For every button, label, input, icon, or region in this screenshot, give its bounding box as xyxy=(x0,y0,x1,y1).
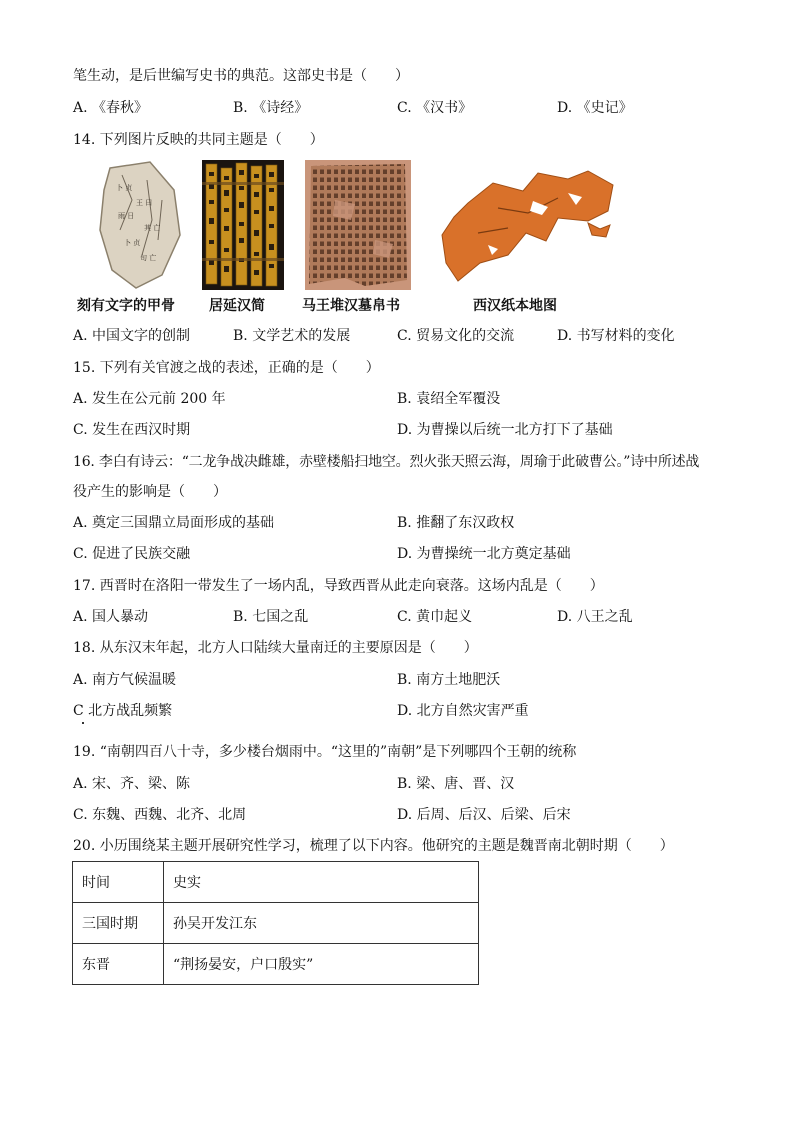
q14-option-b: B. 文学艺术的发展 xyxy=(233,328,351,344)
q16-stem-line2: 役产生的影响是（ ） xyxy=(73,484,227,500)
caption-silk-manuscript: 马王堆汉墓帛书 xyxy=(302,298,400,314)
table-cell-fact: 孙吴开发江东 xyxy=(164,903,479,944)
q17-option-b: B. 七国之乱 xyxy=(233,609,309,625)
oracle-bone-image xyxy=(92,160,187,290)
q13-option-b: B. 《诗经》 xyxy=(233,100,309,116)
caption-bamboo-slips: 居延汉简 xyxy=(209,298,265,314)
q18-option-b: B. 南方土地肥沃 xyxy=(397,672,501,688)
q13-stem: 笔生动，是后世编写史书的典范。这部史书是（ ） xyxy=(73,68,409,84)
table-row xyxy=(73,903,479,944)
q17-stem: 17. 西晋时在洛阳一带发生了一场内乱，导致西晋从此走向衰落。这场内乱是（ ） xyxy=(73,578,604,594)
q13-option-c: C. 《汉书》 xyxy=(397,100,473,116)
q15-stem: 15. 下列有关官渡之战的表述，正确的是（ ） xyxy=(73,360,380,376)
svg-text:雨 日: 雨 日 xyxy=(118,212,135,220)
q19-option-a: A. 宋、齐、梁、陈 xyxy=(73,776,191,792)
q15-option-b: B. 袁绍全军覆没 xyxy=(397,391,501,407)
q16-option-a: A. 奠定三国鼎立局面形成的基础 xyxy=(73,515,275,531)
q13-option-d: D. 《史记》 xyxy=(557,100,633,116)
table-cell-period: 东晋 xyxy=(73,944,164,985)
svg-text:卜 贞: 卜 贞 xyxy=(124,239,141,247)
q14-stem: 14. 下列图片反映的共同主题是（ ） xyxy=(73,132,324,148)
q14-option-a: A. 中国文字的创制 xyxy=(73,328,191,344)
stray-dot xyxy=(82,722,84,724)
table-row xyxy=(73,862,479,903)
table-header-time: 时间 xyxy=(73,862,164,903)
q17-option-a: A. 国人暴动 xyxy=(73,609,149,625)
table-cell-period: 三国时期 xyxy=(73,903,164,944)
q18-option-c: C 北方战乱频繁 xyxy=(73,703,173,719)
q17-option-c: C. 黄巾起义 xyxy=(397,609,473,625)
table-row xyxy=(73,944,479,985)
caption-paper-map: 西汉纸本地图 xyxy=(473,298,557,314)
svg-text:卜 贞: 卜 贞 xyxy=(116,184,133,192)
table-header-facts: 史实 xyxy=(164,862,479,903)
svg-text:旬 亡: 旬 亡 xyxy=(140,254,157,262)
silk-manuscript-image xyxy=(305,160,411,290)
q19-option-c: C. 东魏、西魏、北齐、北周 xyxy=(73,807,247,823)
q19-stem: 19. “南朝四百八十寺，多少楼台烟雨中。“这里的”南朝”是下列哪四个王朝的统称 xyxy=(73,744,577,760)
q20-table xyxy=(72,861,479,985)
q16-option-b: B. 推翻了东汉政权 xyxy=(397,515,515,531)
q16-option-c: C. 促进了民族交融 xyxy=(73,546,191,562)
q18-option-a: A. 南方气候温暖 xyxy=(73,672,177,688)
q15-option-c: C. 发生在西汉时期 xyxy=(73,422,191,438)
q17-option-d: D. 八王之乱 xyxy=(557,609,633,625)
q16-stem-line1: 16. 李白有诗云：“二龙争战决雌雄，赤壁楼船扫地空。烈火张天照云海，周瑜于此破曹公。”诗中所述战 xyxy=(73,454,700,470)
q20-stem: 20. 小历围绕某主题开展研究性学习，梳理了以下内容。他研究的主题是魏晋南北朝时期（ ） xyxy=(73,838,674,854)
paper-map-image xyxy=(438,163,620,290)
q19-option-d: D. 后周、后汉、后梁、后宋 xyxy=(397,807,571,823)
q15-option-a: A. 发生在公元前 200 年 xyxy=(73,391,226,407)
q18-stem: 18. 从东汉末年起，北方人口陆续大量南迁的主要原因是（ ） xyxy=(73,640,478,656)
q14-option-d: D. 书写材料的变化 xyxy=(557,328,675,344)
q19-option-b: B. 梁、唐、晋、汉 xyxy=(397,776,515,792)
q18-option-d: D. 北方自然灾害严重 xyxy=(397,703,529,719)
q14-option-c: C. 贸易文化的交流 xyxy=(397,328,515,344)
table-cell-fact: “荆扬晏安，户口殷实” xyxy=(164,944,479,985)
bamboo-slips-image xyxy=(202,160,284,290)
svg-text:王 曰: 王 曰 xyxy=(136,199,153,207)
svg-text:其 亡: 其 亡 xyxy=(144,224,161,232)
q16-option-d: D. 为曹操统一北方奠定基础 xyxy=(397,546,571,562)
q13-option-a: A. 《春秋》 xyxy=(73,100,149,116)
q15-option-d: D. 为曹操以后统一北方打下了基础 xyxy=(397,422,613,438)
caption-oracle-bone: 刻有文字的甲骨 xyxy=(77,298,175,314)
